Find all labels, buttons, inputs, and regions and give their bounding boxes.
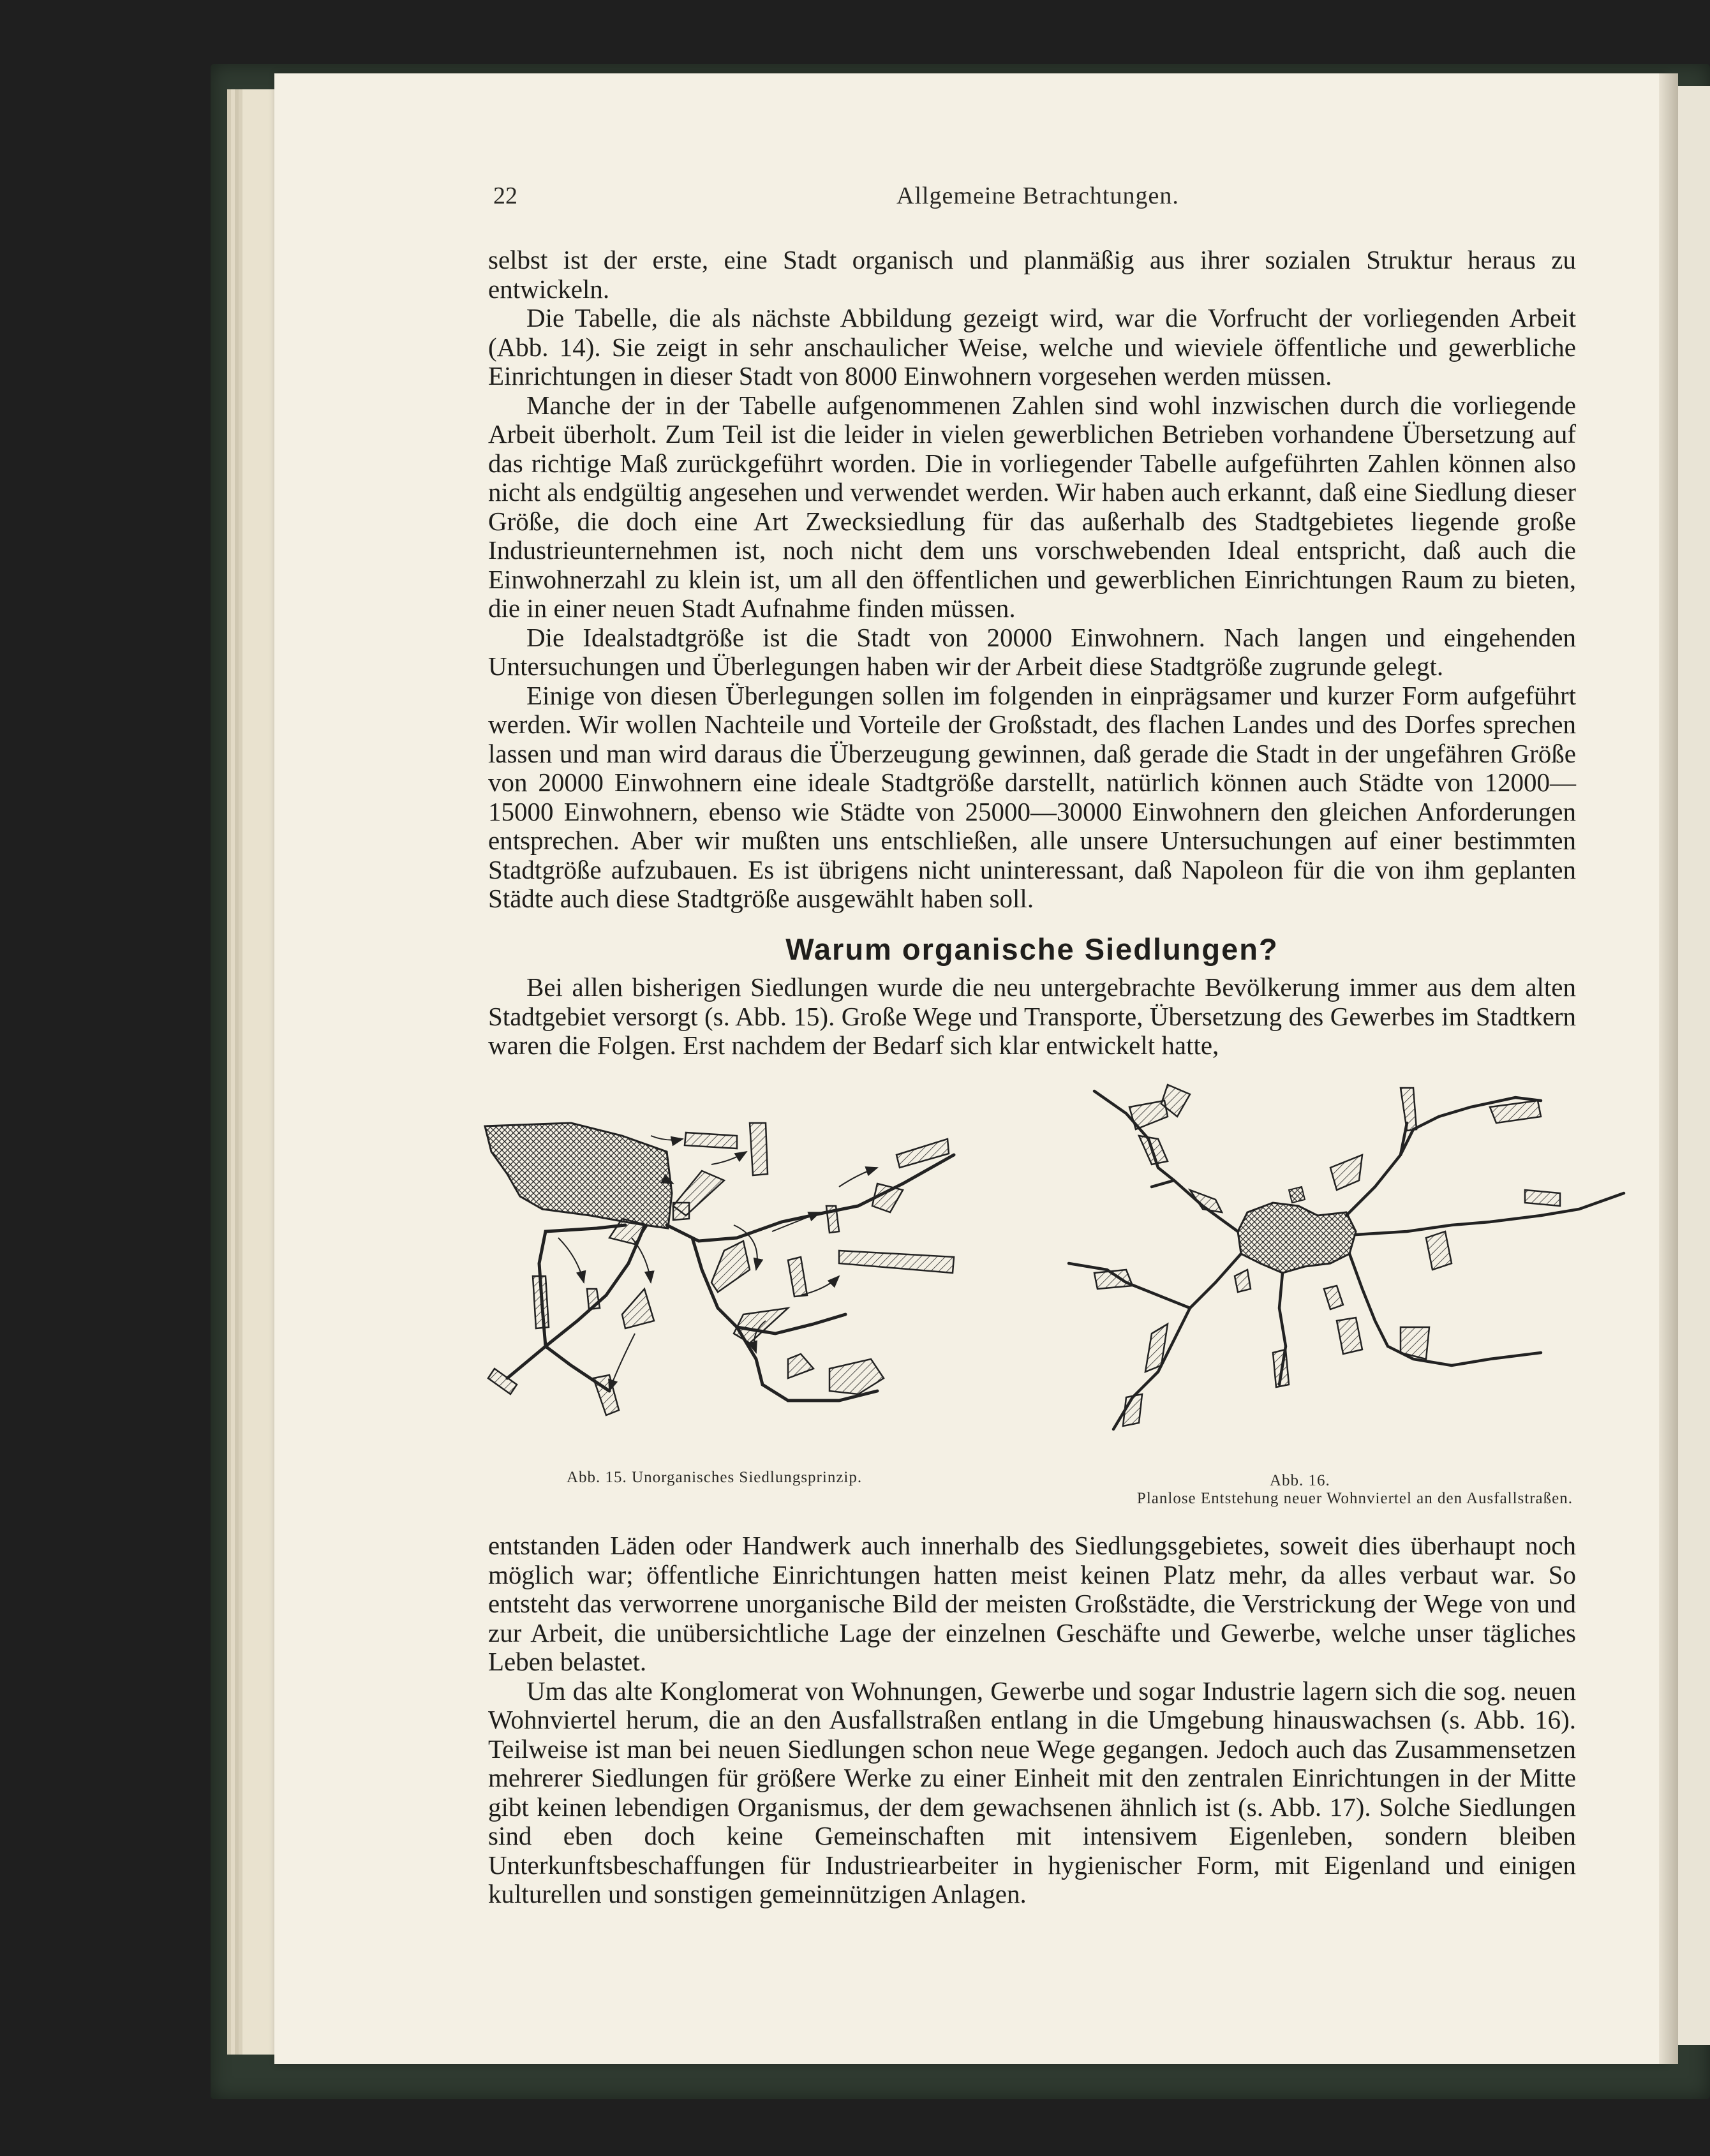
running-title: Allgemeine Betrachtungen. <box>896 182 1179 209</box>
page-number: 22 <box>493 182 517 209</box>
old-town-core <box>485 1123 672 1228</box>
next-page-edge <box>1678 86 1710 2045</box>
paragraph: Um das alte Konglomerat von Wohnungen, Gewerbe und sogar Industrie lagern sich die sog. neuen Wohnviertel herum, die an den Ausfallstraßen entlang in die Umgebung hinauswachsen (s. Abb. 16). Teilweise ist man bei neuen Siedlungen schon neue Wege gegangen. Jedoch auch das Zusammensetzen mehrerer Siedlungen für größere Werke zu einer Einheit mit den zentralen Einrichtungen in der Mitte gibt keinen lebendigen Organismus, der dem gewachsenen ähnlich ist (s. Abb. 17). Solche Siedlungen sind eben doch keine Gemeinschaften mit intensivem Eigenleben, sondern bleiben Unterkunftsbeschaffungen für Industriearbeiter in hygienischer Form, mit Eigenland und einigen kulturellen und sonstigen gemeinnützigen Anlagen. <box>488 1676 1576 1908</box>
section-intro <box>488 973 1576 1060</box>
paragraph: Die Idealstadtgröße ist die Stadt von 20000 Einwohnern. Nach langen und eingehenden Untersuchungen und Überlegungen haben wir der Arbeit diese Stadtgröße zugrunde gelegt. <box>488 622 1576 681</box>
paragraph: Die Tabelle, die als nächste Abbildung gezeigt wird, war die Vorfrucht der vorliegenden Arbeit (Abb. 14). Sie zeigt in sehr anschaulicher Weise, welche und wieviele öffentliche und gewerbliche Einrichtungen in dieser Stadt von 8000 Einwohnern vorgesehen werden müssen. <box>488 303 1576 390</box>
town-core <box>1238 1187 1356 1273</box>
section-heading: Warum organische Siedlungen? <box>785 932 1279 966</box>
paragraph: Einige von diesen Überlegungen sollen im folgenden in einprägsamer und kurzer Form aufgeführt werden. Wir wollen Nachteile und Vorteile der Großstadt, des flachen Landes und des Dorfes sprechen lassen und man wird daraus die Überzeugung gewinnen, daß gerade die Stadt in der ungefähren Größe von 20000 Einwohnern eine ideale Stadtgröße darstellt, natürlich können auch Städte von 12000—15000 Einwohnern, ebenso wie Städte von 25000—30000 Einwohnern den gleichen Anforderungen entsprechen. Aber wir mußten uns entschließen, alle unsere Untersuchungen auf einer bestimmten Stadtgröße aufzubauen. Es ist übrigens nicht uninteressant, daß Napoleon für die von ihm geplanten Städte auch diese Stadtgröße ausgewählt haben soll. <box>488 680 1576 913</box>
page-gutter <box>1659 73 1678 2064</box>
paragraph: Manche der in der Tabelle aufgenommenen Zahlen sind wohl inzwischen durch die vorliegende Arbeit überholt. Zum Teil ist die leider in vielen gewerblichen Betrieben vorhandene Übersetzung auf das richtige Maß zurückgeführt worden. Die in vorliegender Tabelle aufgeführten Zahlen können also nicht als endgültig angesehen und verwendet werden. Wir haben auch erkannt, daß eine Siedlung dieser Größe, die doch eine Art Zwecksiedlung für das außerhalb des Stadtgebietes liegende große Industrieunternehmen ist, noch nicht dem uns vorschwebenden Ideal entspricht, daß auch die Einwohnerzahl zu klein ist, um all den öffentlichen und gewerblichen Einrichtungen Raum zu bieten, die in einer neuen Stadt Aufnahme finden müssen. <box>488 390 1576 623</box>
paragraph: selbst ist der erste, eine Stadt organisch und planmäßig aus ihrer sozialen Struktur heraus zu entwickeln. <box>488 245 1576 304</box>
figure-15-diagram <box>482 1078 1011 1461</box>
body-text-top <box>488 246 1576 914</box>
paragraph: entstanden Läden oder Handwerk auch innerhalb des Siedlungsgebietes, soweit dies überhaupt noch möglich war; öffentliche Einrichtungen hatten meist keinen Platz mehr, da alles verbaut war. So entsteht das verworrene unorganische Bild der meisten Großstädte, die Verstrickung der Wege von und zur Arbeit, die unübersichtliche Lage der einzelnen Geschäfte und Gewerbe, welche unser tägliches Leben belastet. <box>488 1531 1576 1676</box>
paragraph: Bei allen bisherigen Siedlungen wurde die neu untergebrachte Bevölkerung immer aus dem alten Stadtgebiet versorgt (s. Abb. 15). Große Wege und Transporte, Übersetzung des Gewerbes im Stadtkern waren die Folgen. Erst nachdem der Bedarf sich klar entwickelt hatte, <box>488 972 1576 1060</box>
body-text-bottom <box>488 1531 1576 1909</box>
figure-16-caption: Planlose Entstehung neuer Wohnviertel an den Ausfallstraßen. <box>1136 1490 1573 1507</box>
figure-15-caption: Abb. 15. Unorganisches Siedlungsprinzip. <box>567 1469 863 1486</box>
figure-16-diagram <box>1030 1078 1633 1468</box>
figure-16-label: Abb. 16. <box>1270 1472 1330 1489</box>
